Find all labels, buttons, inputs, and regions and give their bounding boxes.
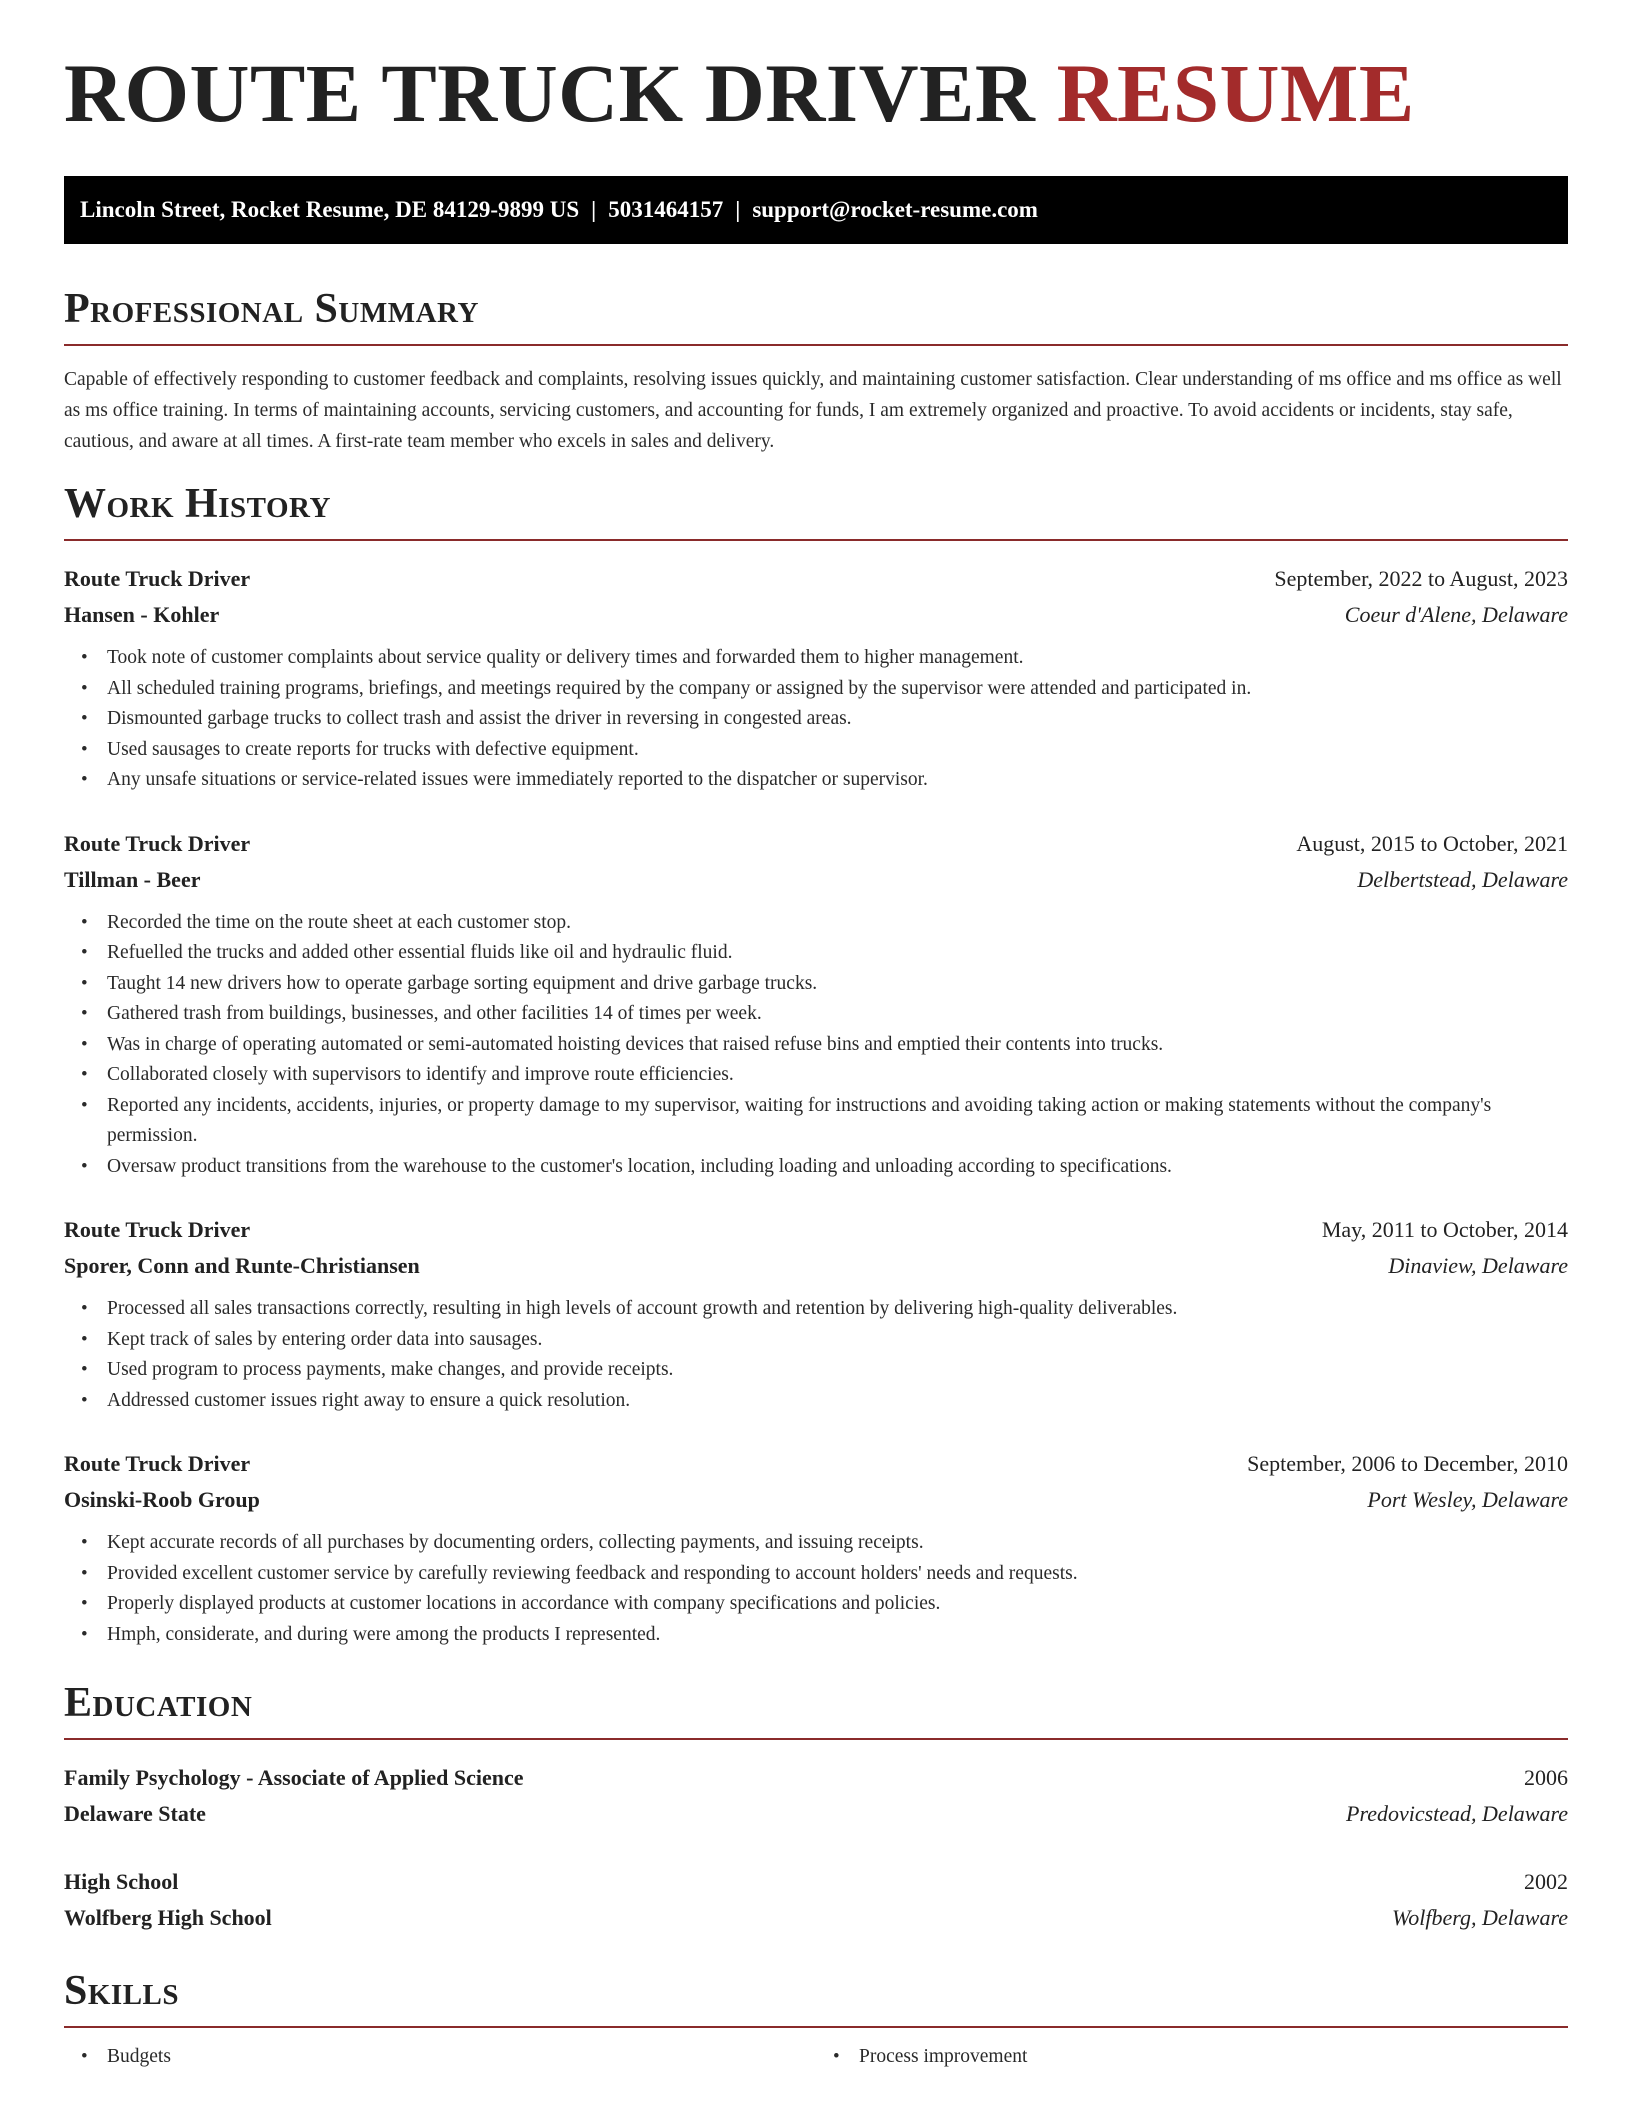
job-company-row bbox=[64, 1482, 1568, 1518]
job-bullets bbox=[64, 1294, 1568, 1416]
education-degree-row bbox=[64, 1760, 1568, 1796]
job-bullet: • Collaborated closely with supervisors to identify and improve route efficiencies. bbox=[107, 1060, 1568, 1091]
job-entry bbox=[64, 1446, 1568, 1650]
job-title: Route Truck Driver bbox=[64, 566, 251, 591]
job-bullet: • Dismounted garbage trucks to collect trash and assist the driver in reversing in congested areas. bbox=[107, 704, 1568, 735]
contact-separator: | bbox=[591, 197, 597, 222]
job-bullets bbox=[64, 1528, 1568, 1650]
education-degree-row bbox=[64, 1864, 1568, 1900]
job-bullet: • Properly displayed products at customer locations in accordance with company specifications and policies. bbox=[107, 1589, 1568, 1620]
education-school: Wolfberg High School bbox=[64, 1905, 272, 1930]
job-bullet: • Hmph, considerate, and during were among the products I represented. bbox=[107, 1620, 1568, 1651]
work-history-section bbox=[64, 483, 1568, 1650]
skill-item: • Budgets bbox=[107, 2042, 816, 2073]
job-bullet: • Addressed customer issues right away to ensure a quick resolution. bbox=[107, 1386, 1568, 1417]
job-bullet: • Processed all sales transactions correctly, resulting in high levels of account growth and retention by delivering high-quality deliverables. bbox=[107, 1294, 1568, 1325]
contact-separator: | bbox=[735, 197, 741, 222]
job-bullet: • Used program to process payments, make changes, and provide receipts. bbox=[107, 1355, 1568, 1386]
summary-heading: Professional Summary bbox=[64, 288, 1568, 346]
education-section bbox=[64, 1682, 1568, 1936]
job-dates: September, 2006 to December, 2010 bbox=[1247, 1451, 1568, 1476]
job-entry bbox=[64, 1212, 1568, 1416]
skills-column-right bbox=[816, 2042, 1568, 2073]
job-company-row bbox=[64, 862, 1568, 898]
skill-item: • Process improvement bbox=[859, 2042, 1568, 2073]
education-school: Delaware State bbox=[64, 1801, 206, 1826]
job-bullet: • Provided excellent customer service by carefully reviewing feedback and responding to account holders' needs and requests. bbox=[107, 1559, 1568, 1590]
resume-title bbox=[64, 0, 1568, 156]
job-bullet: • Was in charge of operating automated or semi-automated hoisting devices that raised refuse bins and emptied their contents into trucks. bbox=[107, 1030, 1568, 1061]
education-entry bbox=[64, 1864, 1568, 1936]
job-bullet: • Gathered trash from buildings, businesses, and other facilities 14 of times per week. bbox=[107, 999, 1568, 1030]
job-bullet: • Oversaw product transitions from the warehouse to the customer's location, including loading and unloading according to specifications. bbox=[107, 1152, 1568, 1183]
job-dates: May, 2011 to October, 2014 bbox=[1321, 1217, 1568, 1242]
job-company-row bbox=[64, 1248, 1568, 1284]
job-location: Delbertstead, Delaware bbox=[1357, 866, 1568, 892]
job-company-row bbox=[64, 597, 1568, 633]
title-accent: RESUME bbox=[1056, 47, 1415, 139]
job-header-row bbox=[64, 1446, 1568, 1482]
summary-text: Capable of effectively responding to customer feedback and complaints, resolving issues quickly, and maintaining customer satisfaction. Clear understanding of ms office and ms office as well as ms office training. In terms of maintaining accounts, servicing customers, and accounting for funds, I am extremely organized and proactive. To avoid accidents or incidents, stay safe, cautious, and aware at all times. A first-rate team member who excels in sales and delivery. bbox=[64, 369, 1562, 452]
education-year: 2006 bbox=[1524, 1765, 1568, 1790]
contact-bar bbox=[64, 176, 1568, 244]
job-dates: August, 2015 to October, 2021 bbox=[1296, 830, 1568, 856]
job-entry bbox=[64, 826, 1568, 1183]
job-dates: September, 2022 to August, 2023 bbox=[1274, 566, 1568, 591]
work-history-heading: Work History bbox=[64, 483, 1568, 541]
job-title: Route Truck Driver bbox=[64, 830, 251, 856]
job-bullet: • Any unsafe situations or service-related issues were immediately reported to the dispatcher or supervisor. bbox=[107, 765, 1568, 796]
job-company: Sporer, Conn and Runte-Christiansen bbox=[64, 1253, 420, 1278]
education-heading: Education bbox=[64, 1682, 1568, 1740]
education-school-row bbox=[64, 1900, 1568, 1936]
skills-section bbox=[64, 1970, 1568, 2073]
job-header-row bbox=[64, 561, 1568, 597]
job-bullet: • Kept accurate records of all purchases by documenting orders, collecting payments, and issuing receipts. bbox=[107, 1528, 1568, 1559]
education-location: Wolfberg, Delaware bbox=[1392, 1905, 1568, 1930]
contact-email: support@rocket-resume.com bbox=[752, 197, 1038, 222]
job-title: Route Truck Driver bbox=[64, 1451, 251, 1476]
title-main: ROUTE TRUCK DRIVER bbox=[64, 47, 1036, 139]
job-title: Route Truck Driver bbox=[64, 1217, 251, 1242]
job-bullet: • Reported any incidents, accidents, injuries, or property damage to my supervisor, waiting for instructions and avoiding taking action or making statements without the company's permission. bbox=[107, 1091, 1568, 1152]
contact-phone: 5031464157 bbox=[608, 197, 724, 222]
education-degree: High School bbox=[64, 1869, 179, 1894]
job-bullets bbox=[64, 643, 1568, 796]
education-year: 2002 bbox=[1524, 1869, 1568, 1894]
job-company: Osinski-Roob Group bbox=[64, 1487, 260, 1512]
job-location: Dinaview, Delaware bbox=[1388, 1253, 1568, 1278]
job-bullet: • All scheduled training programs, briefings, and meetings required by the company or assigned by the supervisor were attended and participated in. bbox=[107, 674, 1568, 705]
job-location: Port Wesley, Delaware bbox=[1367, 1487, 1568, 1512]
job-bullet: • Kept track of sales by entering order data into sausages. bbox=[107, 1325, 1568, 1356]
job-bullet: • Taught 14 new drivers how to operate garbage sorting equipment and drive garbage trucks. bbox=[107, 969, 1568, 1000]
job-header-row bbox=[64, 1212, 1568, 1248]
skills-column-left bbox=[64, 2042, 816, 2073]
job-bullets bbox=[64, 908, 1568, 1183]
skills-heading: Skills bbox=[64, 1970, 1568, 2028]
education-school-row bbox=[64, 1796, 1568, 1832]
skills-columns bbox=[64, 2042, 1568, 2073]
education-degree: Family Psychology - Associate of Applied Science bbox=[64, 1765, 524, 1790]
job-header-row bbox=[64, 826, 1568, 862]
summary-section bbox=[64, 288, 1568, 457]
education-entry bbox=[64, 1760, 1568, 1832]
job-entry bbox=[64, 561, 1568, 796]
job-bullet: • Took note of customer complaints about service quality or delivery times and forwarded them to higher management. bbox=[107, 643, 1568, 674]
job-bullet: • Used sausages to create reports for trucks with defective equipment. bbox=[107, 735, 1568, 766]
job-company: Tillman - Beer bbox=[64, 866, 201, 892]
job-location: Coeur d'Alene, Delaware bbox=[1344, 602, 1568, 627]
education-location: Predovicstead, Delaware bbox=[1346, 1801, 1568, 1826]
job-bullet: • Recorded the time on the route sheet at each customer stop. bbox=[107, 908, 1568, 939]
contact-address: Lincoln Street, Rocket Resume, DE 84129-9899 US bbox=[80, 197, 580, 222]
job-bullet: • Refuelled the trucks and added other essential fluids like oil and hydraulic fluid. bbox=[107, 938, 1568, 969]
resume-page bbox=[64, 0, 1568, 2073]
job-company: Hansen - Kohler bbox=[64, 602, 220, 627]
